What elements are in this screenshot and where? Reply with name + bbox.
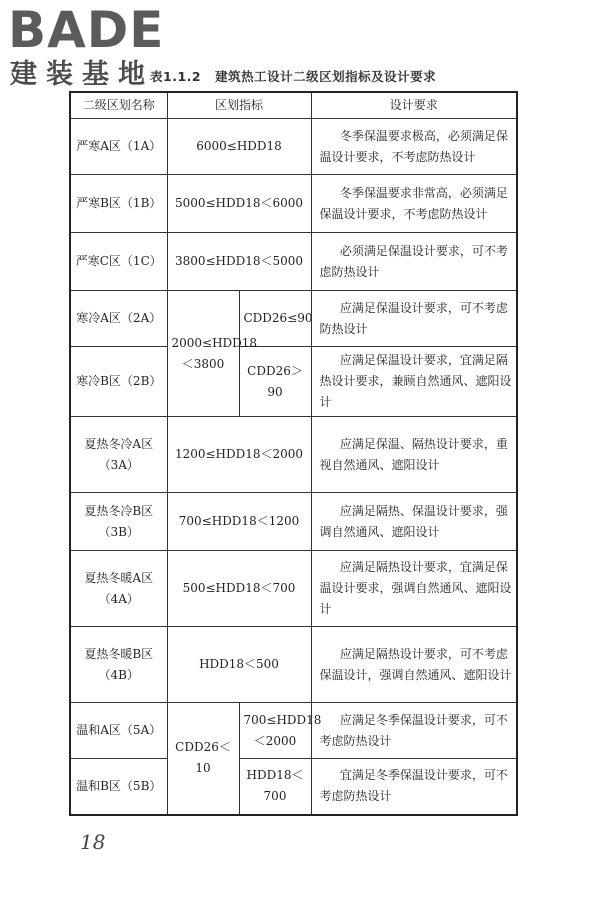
table-caption: [150, 67, 570, 85]
zone-name: 夏热冬冷B区（3B）: [70, 493, 167, 551]
header-row: [70, 92, 517, 119]
zone-requirement: 应满足保温、隔热设计要求，重视自然通风、遮阳设计: [311, 417, 517, 493]
table-row: [70, 417, 517, 493]
zoning-table: [69, 91, 518, 816]
zone-sub-indicator: CDD26＞90: [239, 347, 311, 417]
table-row: [70, 627, 517, 703]
zone-sub-indicator: HDD18＜700: [239, 759, 311, 815]
table-title: 建筑热工设计二级区划指标及设计要求: [215, 69, 437, 84]
zone-requirement: 应满足保温设计要求，可不考虑防热设计: [311, 291, 517, 347]
zone-name: 严寒C区（1C）: [70, 233, 167, 291]
logo-wordmark: BADE: [8, 1, 165, 59]
zone-requirement: 应满足隔热设计要求，宜满足保温设计要求，强调自然通风、遮阳设计: [311, 551, 517, 627]
table-row: [70, 175, 517, 233]
zone-sub-indicator: CDD26≤90: [239, 291, 311, 347]
zone-name: 寒冷A区（2A）: [70, 291, 167, 347]
logo-subtitle: 建装基地: [10, 59, 154, 90]
zone-indicator: 3800≤HDD18＜5000: [167, 233, 311, 291]
zone-indicator: 700≤HDD18＜1200: [167, 493, 311, 551]
table-number: 表1.1.2: [150, 69, 202, 84]
zone-indicator-shared: 2000≤HDD18＜3800: [167, 291, 239, 417]
page-number: 18: [80, 830, 106, 854]
zone-name: 温和A区（5A）: [70, 703, 167, 759]
zone-indicator-shared: CDD26＜10: [167, 703, 239, 815]
zone-name: 寒冷B区（2B）: [70, 347, 167, 417]
table-row: [70, 291, 517, 347]
header-zone-name: 二级区划名称: [70, 92, 167, 119]
table-row: [70, 493, 517, 551]
zone-name: 夏热冬暖B区（4B）: [70, 627, 167, 703]
zone-requirement: 应满足冬季保温设计要求，可不考虑防热设计: [311, 703, 517, 759]
zone-requirement: 必须满足保温设计要求，可不考虑防热设计: [311, 233, 517, 291]
zone-requirement: 冬季保温要求极高，必须满足保温设计要求，不考虑防热设计: [311, 119, 517, 175]
zone-name: 温和B区（5B）: [70, 759, 167, 815]
zone-indicator: 6000≤HDD18: [167, 119, 311, 175]
table-row: [70, 347, 517, 417]
zone-sub-indicator: 700≤HDD18＜2000: [239, 703, 311, 759]
zone-indicator: 5000≤HDD18＜6000: [167, 175, 311, 233]
zone-name: 严寒B区（1B）: [70, 175, 167, 233]
table-row: [70, 703, 517, 759]
zone-name: 夏热冬冷A区（3A）: [70, 417, 167, 493]
zone-requirement: 宜满足冬季保温设计要求，可不考虑防热设计: [311, 759, 517, 815]
zone-indicator: 500≤HDD18＜700: [167, 551, 311, 627]
zone-indicator: 1200≤HDD18＜2000: [167, 417, 311, 493]
zone-name: 严寒A区（1A）: [70, 119, 167, 175]
zone-requirement: 冬季保温要求非常高，必须满足保温设计要求，不考虑防热设计: [311, 175, 517, 233]
zone-name: 夏热冬暖A区（4A）: [70, 551, 167, 627]
zone-requirement: 应满足隔热、保温设计要求，强调自然通风、遮阳设计: [311, 493, 517, 551]
table-row: [70, 759, 517, 815]
zone-indicator: HDD18＜500: [167, 627, 311, 703]
zone-requirement: 应满足隔热设计要求，可不考虑保温设计，强调自然通风、遮阳设计: [311, 627, 517, 703]
header-indicator: 区划指标: [167, 92, 311, 119]
table-row: [70, 233, 517, 291]
table-row: [70, 119, 517, 175]
zone-requirement: 应满足保温设计要求，宜满足隔热设计要求，兼顾自然通风、遮阳设计: [311, 347, 517, 417]
table-row: [70, 551, 517, 627]
header-requirement: 设计要求: [311, 92, 517, 119]
